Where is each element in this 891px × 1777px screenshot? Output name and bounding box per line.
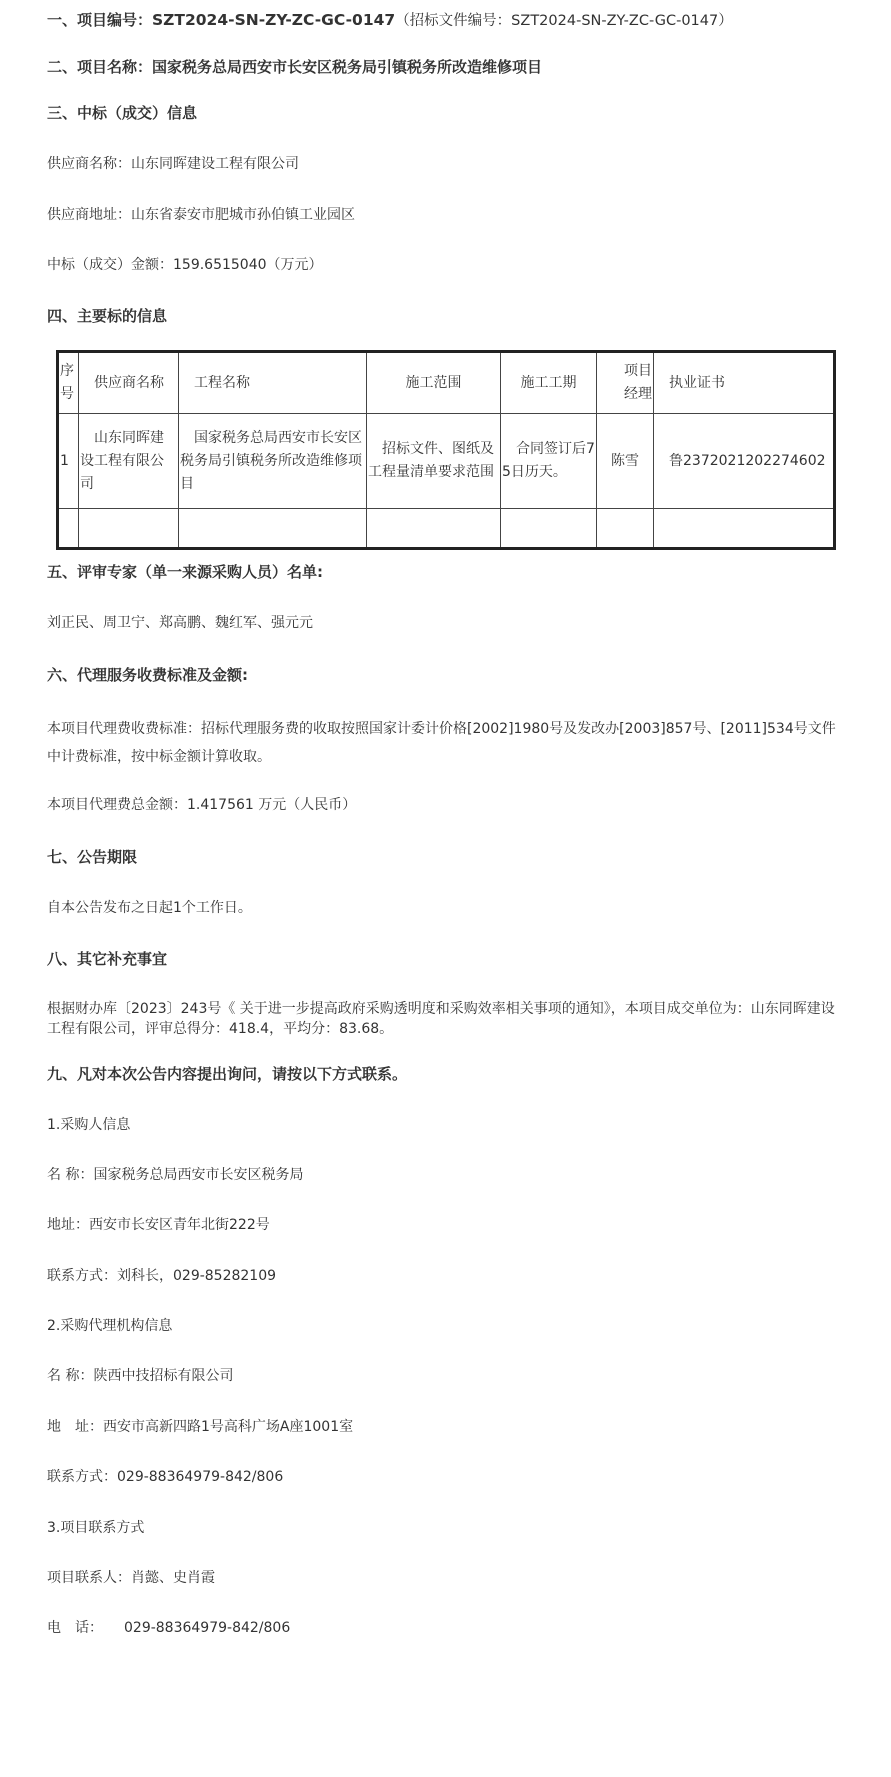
buyer-info-title: 1.采购人信息 [47,1116,131,1133]
header-scope: 施工范围 [367,352,501,414]
project-number-prefix: 一、项目编号： [47,11,153,29]
tender-doc-number: （招标文件编号：SZT2024-SN-ZY-ZC-GC-0147） [395,13,733,29]
header-project: 工程名称 [179,352,367,414]
cell-scope: 招标文件、图纸及工程量清单要求范围 [367,414,501,509]
agent-address: 地 址：西安市高新四路1号高科广场A座1001室 [47,1418,354,1435]
project-number-heading [47,8,837,33]
project-contact-person: 项目联系人：肖懿、史肖霞 [47,1570,215,1587]
main-item-heading: 四、主要标的信息 [47,307,168,326]
supplier-name: 供应商名称：山东同晖建设工程有限公司 [47,156,299,173]
header-period: 施工工期 [501,352,597,414]
agency-fee-standard: 本项目代理费收费标准：招标代理服务费的收取按照国家计委计价格[2002]1980号及发改办[2003]857号、[2011]534号文件中计费标准，按中标金额计算收取。 [47,720,836,766]
project-number: SZT2024-SN-ZY-ZC-GC-0147 [152,11,396,29]
supplier-address: 供应商地址：山东省泰安市肥城市孙伯镇工业园区 [47,206,355,223]
cell-seq: 1 [58,414,79,509]
empty-cell [597,509,654,549]
supplementary-text: 根据财办库〔2023〕243号《 关于进一步提高政府采购透明度和采购效率相关事项的通知》，本项目成交单位为：山东同晖建设工程有限公司，评审总得分：418.4，平均分：83.68。 [47,1000,835,1038]
empty-cell [179,509,367,549]
empty-cell [79,509,179,549]
notice-period-text: 自本公告发布之日起1个工作日。 [47,899,252,916]
buyer-contact: 联系方式：刘科长，029-85282109 [47,1267,277,1284]
agent-info-title: 2.采购代理机构信息 [47,1318,173,1335]
empty-cell [58,509,79,549]
cell-period: 合同签订后75日历天。 [501,414,597,509]
empty-cell [367,509,501,549]
header-seq: 序号 [58,352,79,414]
project-contact-title: 3.项目联系方式 [47,1519,145,1536]
buyer-address: 地址：西安市长安区青年北街222号 [47,1217,270,1234]
main-item-table [56,350,836,550]
agent-name: 名 称：陕西中技招标有限公司 [47,1368,234,1385]
agent-contact: 联系方式：029-88364979-842/806 [47,1469,284,1486]
cell-project: 国家税务总局西安市长安区税务局引镇税务所改造维修项目 [179,414,367,509]
project-name-heading: 二、项目名称：国家税务总局西安市长安区税务局引镇税务所改造维修项目 [47,58,543,77]
empty-cell [501,509,597,549]
agency-fee-heading: 六、代理服务收费标准及金额: [47,665,248,684]
empty-cell [654,509,835,549]
award-amount: 中标（成交）金额：159.6515040（万元） [47,256,323,273]
notice-period-heading: 七、公告期限 [47,847,138,866]
cell-supplier: 山东同晖建设工程有限公司 [79,414,179,509]
header-certificate: 执业证书 [654,352,835,414]
cell-certificate: 鲁2372021202274602 [654,414,835,509]
experts-list: 刘正民、周卫宁、郑高鹏、魏红军、强元元 [47,615,313,632]
supplementary-heading: 八、其它补充事宜 [47,949,168,968]
header-supplier: 供应商名称 [79,352,179,414]
award-info-heading: 三、中标（成交）信息 [47,104,198,123]
experts-heading: 五、评审专家（单一来源采购人员）名单: [47,563,324,582]
table-empty-row [58,509,835,549]
project-contact-phone: 电 话： 029-88364979-842/806 [47,1620,291,1637]
buyer-name: 名 称：国家税务总局西安市长安区税务局 [47,1166,304,1183]
table-header-row [58,352,835,414]
header-manager: 项目经理 [597,352,654,414]
cell-manager: 陈雪 [597,414,654,509]
table-row [58,414,835,509]
contact-heading: 九、凡对本次公告内容提出询问，请按以下方式联系。 [47,1064,408,1083]
agency-fee-total: 本项目代理费总金额：1.417561 万元（人民币） [47,797,357,814]
